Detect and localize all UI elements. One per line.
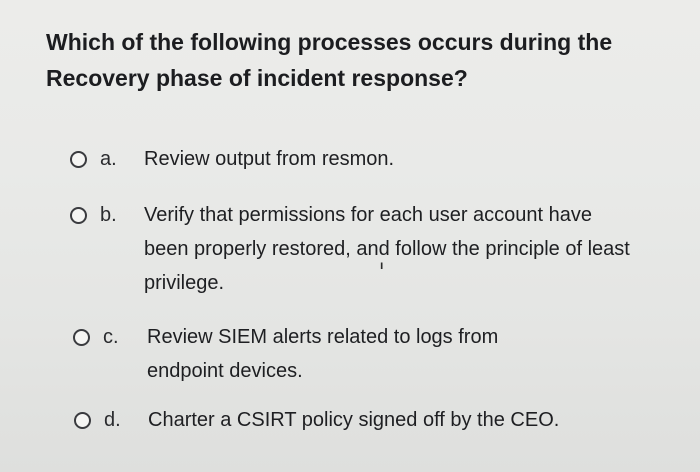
- option-letter: b.: [100, 204, 117, 226]
- option-label: Verify that permissions for each user account have been properly restored, and follow the principle of least privilege.: [144, 204, 630, 294]
- option-letter: d.: [104, 409, 121, 431]
- option-d[interactable]: [74, 403, 559, 437]
- radio-button-a[interactable]: [70, 151, 87, 168]
- option-c[interactable]: [73, 320, 567, 388]
- radio-button-b[interactable]: [70, 207, 87, 224]
- option-letter: c.: [103, 326, 119, 348]
- option-letter: a.: [100, 148, 117, 170]
- question-line-2: Recovery phase of incident response?: [46, 65, 468, 91]
- handwritten-mark: ı: [380, 258, 384, 272]
- radio-button-d[interactable]: [74, 412, 91, 429]
- option-b[interactable]: [70, 198, 634, 300]
- question-line-1: Which of the following processes occurs during the: [46, 29, 613, 55]
- option-label: Review output from resmon.: [144, 148, 395, 170]
- option-label: Review SIEM alerts related to logs from endpoint devices.: [147, 326, 499, 382]
- radio-button-c[interactable]: [73, 329, 90, 346]
- question-text: [46, 24, 646, 96]
- option-label: Charter a CSIRT policy signed off by the CEO.: [148, 409, 560, 431]
- option-a[interactable]: [70, 142, 394, 176]
